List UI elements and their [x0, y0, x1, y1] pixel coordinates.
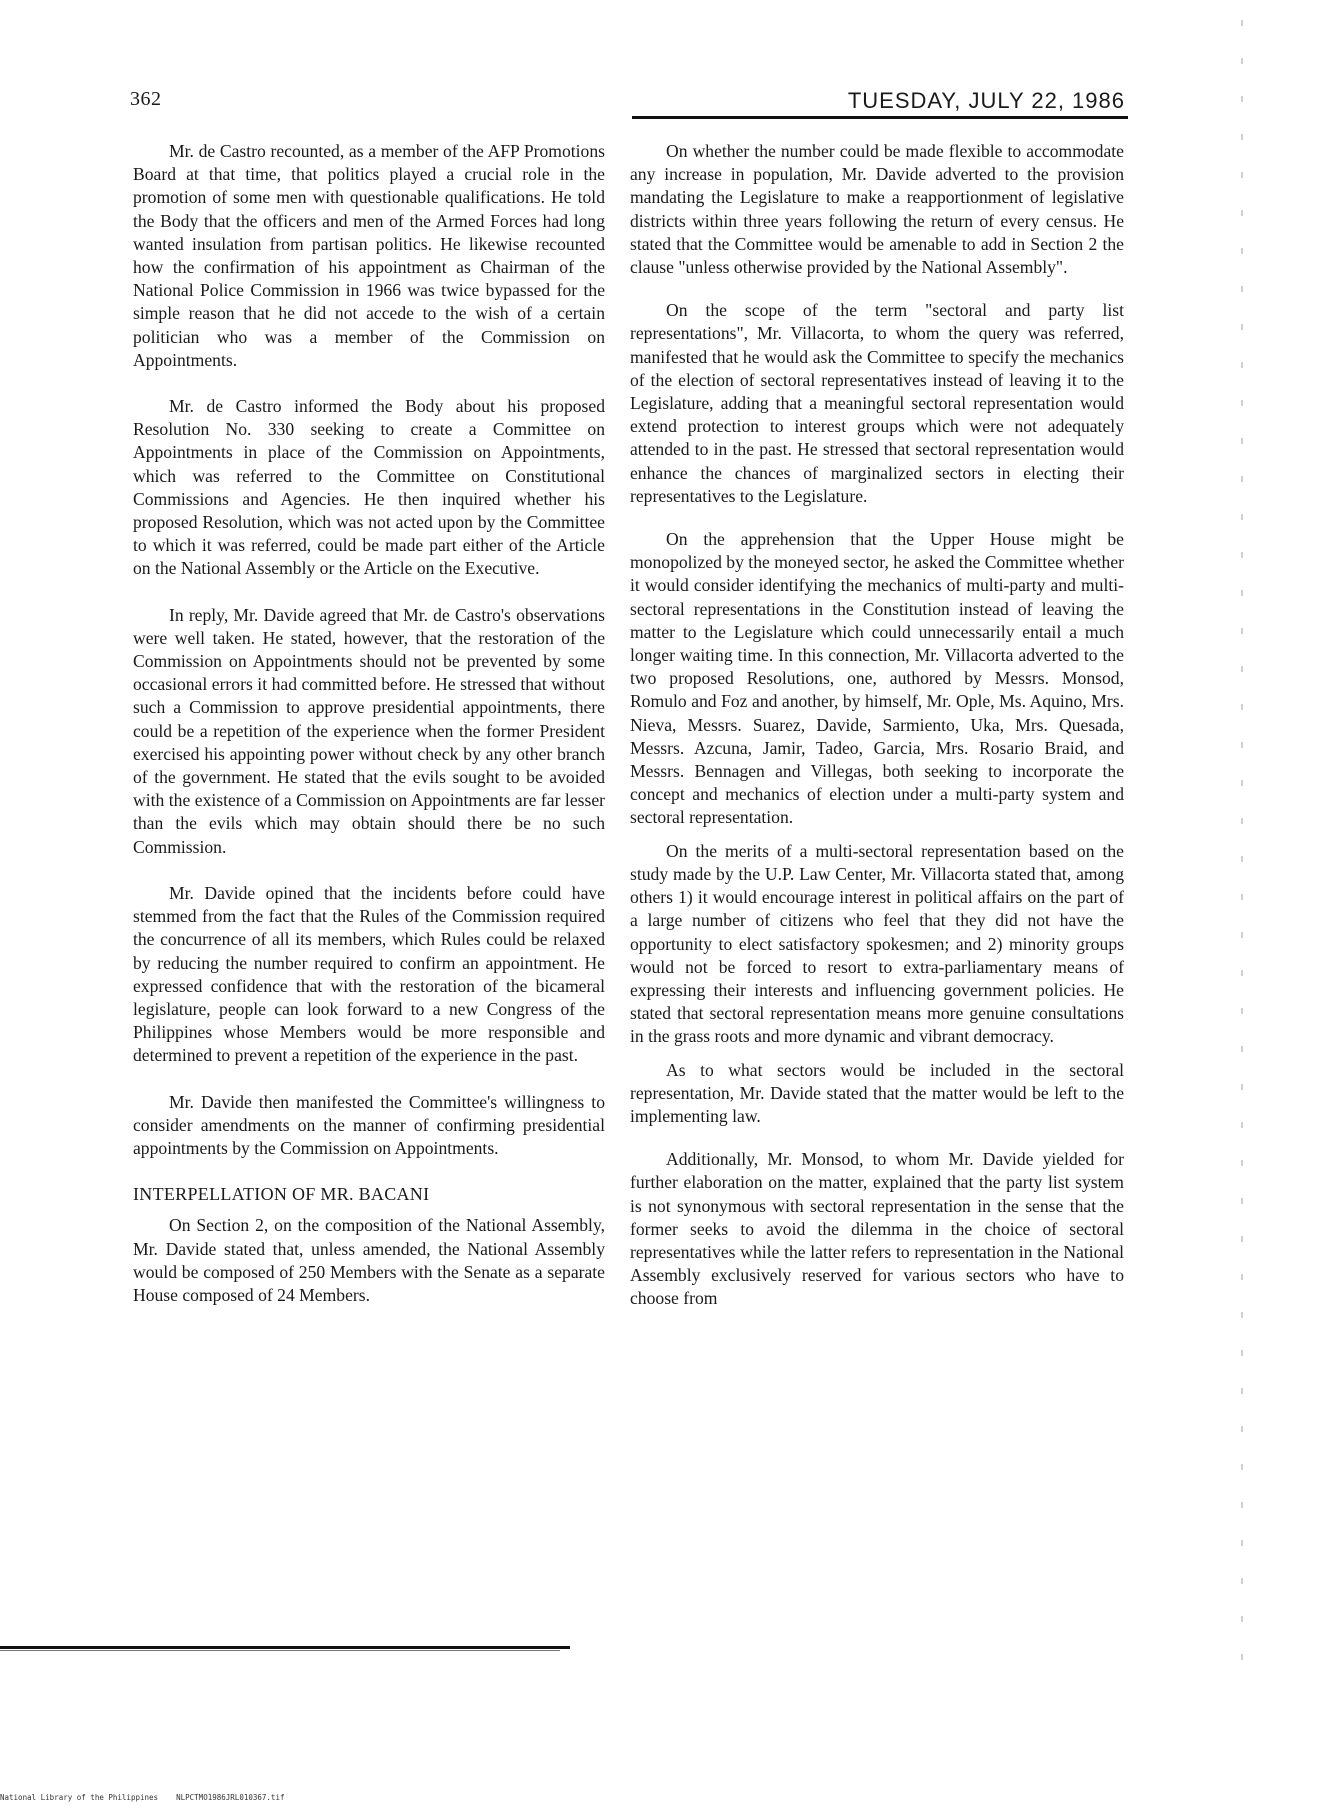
header-rule [632, 116, 1128, 119]
paragraph: In reply, Mr. Davide agreed that Mr. de Castro's observations were well taken. He stated, however, that the restoration of the Commission on Appointments should not be prevented by some occasional errors it had committed before. He stressed that without such a Commission to approve presidential appointments, there could be a repetition of the experience when the former President exercised his appointing power without check by any other branch of the government. He stated that the evils sought to be avoided with the existence of a Commission on Appointments are far lesser than the evils which may obtain should there be no such Commission. [133, 604, 605, 857]
bottom-rule [0, 1646, 570, 1649]
paragraph: Mr. de Castro recounted, as a member of the AFP Promotions Board at that time, that politics played a crucial role in the promotion of some men with questionable qualifications. He told the Body that the officers and men of the Armed Forces had long wanted insulation from partisan politics. He likewise recounted how the confirmation of his appointment as Chairman of the National Police Commission in 1966 was twice bypassed for the simple reason that he did not accede to the wish of a certain politician who was a member of the Commission on Appointments. [133, 141, 605, 370]
paragraph: On whether the number could be made flexible to accommodate any increase in population, Mr. Davide adverted to the provision mandating the Legislature to make a reapportionment of legislative districts within three years following the return of every census. He stated that the Committee would be amenable to add in Section 2 the clause "unless otherwise provided by the National Assembly". [630, 141, 1124, 278]
page-number: 362 [130, 88, 162, 110]
page-date: TUESDAY, JULY 22, 1986 [847, 88, 1125, 113]
paragraph: As to what sectors would be included in the sectoral representation, Mr. Davide stated that the matter would be left to the implementing law. [630, 1059, 1124, 1126]
footer-caption: National Library of the Philippines NLPCTMO1986JRL010367.tif [0, 1793, 285, 1802]
left-column [133, 140, 605, 1330]
paragraph: On the apprehension that the Upper House might be monopolized by the moneyed sector, he asked the Committee whether it would consider identifying the mechanics of multi-party and multi-sectoral representations in the Constitution instead of leaving the matter to the Legislature which could unnecessarily entail a much longer waiting time. In this connection, Mr. Villacorta adverted to the two proposed Resolutions, one, authored by Messrs. Monsod, Romulo and Foz and another, by himself, Mr. Ople, Ms. Aquino, Mrs. Nieva, Messrs. Suarez, Davide, Sarmiento, Uka, Mrs. Quesada, Messrs. Azcuna, Jamir, Tadeo, Garcia, Mrs. Rosario Braid, and Messrs. Bennagen and Villegas, both seeking to incorporate the concept and mechanics of election under a multi-party system and sectoral representation. [630, 529, 1124, 828]
paragraph: On the scope of the term "sectoral and party list representations", Mr. Villacorta, to whom the query was referred, manifested that he would ask the Committee to specify the mechanics of the election of sectoral representatives instead of leaving it to the Legislature, adding that a meaningful sectoral representation would extend protection to interest groups which were not adequately attended to in the past. He stressed that sectoral representation would enhance the chances of marginalized sectors in electing their representatives to the Legislature. [630, 300, 1124, 506]
paragraph: Mr. Davide opined that the incidents before could have stemmed from the fact that the Rules of the Commission required the concurrence of all its members, which Rules could be relaxed by reducing the number required to confirm an appointment. He expressed confidence that with the restoration of the bicameral legislature, people can look forward to a new Congress of the Philippines whose Members would be more responsible and determined to prevent a repetition of the experience in the past. [133, 882, 605, 1066]
paragraph: Mr. de Castro informed the Body about his proposed Resolution No. 330 seeking to create a Committee on Appointments in place of the Commission on Appointments, which was referred to the Committee on Constitutional Commissions and Agencies. He then inquired whether his proposed Resolution, which was not acted upon by the Committee to which it was referred, could be made part either of the Article on the National Assembly or the Article on the Executive. [133, 396, 605, 579]
section-heading: INTERPELLATION OF MR. BACANI [133, 1184, 430, 1205]
scan-edge-marks [1241, 20, 1243, 1670]
paragraph: On Section 2, on the composition of the National Assembly, Mr. Davide stated that, unless amended, the National Assembly would be composed of 250 Members with the Senate as a separate House composed of 24 Members. [133, 1215, 605, 1305]
bottom-rule-fade [0, 1650, 560, 1651]
right-column [630, 140, 1124, 1331]
paragraph: Mr. Davide then manifested the Committee's willingness to consider amendments on the manner of confirming presidential appointments by the Commission on Appointments. [133, 1091, 605, 1158]
paragraph: On the merits of a multi-sectoral representation based on the study made by the U.P. Law Center, Mr. Villacorta stated that, among others 1) it would encourage interest in political affairs on the part of a large number of citizens who feel that they did not have the opportunity to elect satisfactory spokesmen; and 2) minority groups would not be forced to resort to extra-parliamentary means of expressing their interests and influencing government policies. He stated that sectoral representation means more genuine consultations in the grass roots and more dynamic and vibrant democracy. [630, 840, 1124, 1047]
paragraph: Additionally, Mr. Monsod, to whom Mr. Davide yielded for further elaboration on the matter, explained that the party list system is not synonymous with sectoral representation in the sense that the former seeks to avoid the dilemma in the choice of sectoral representatives while the latter refers to representation in the National Assembly exclusively reserved for various sectors who have to choose from [630, 1149, 1124, 1309]
